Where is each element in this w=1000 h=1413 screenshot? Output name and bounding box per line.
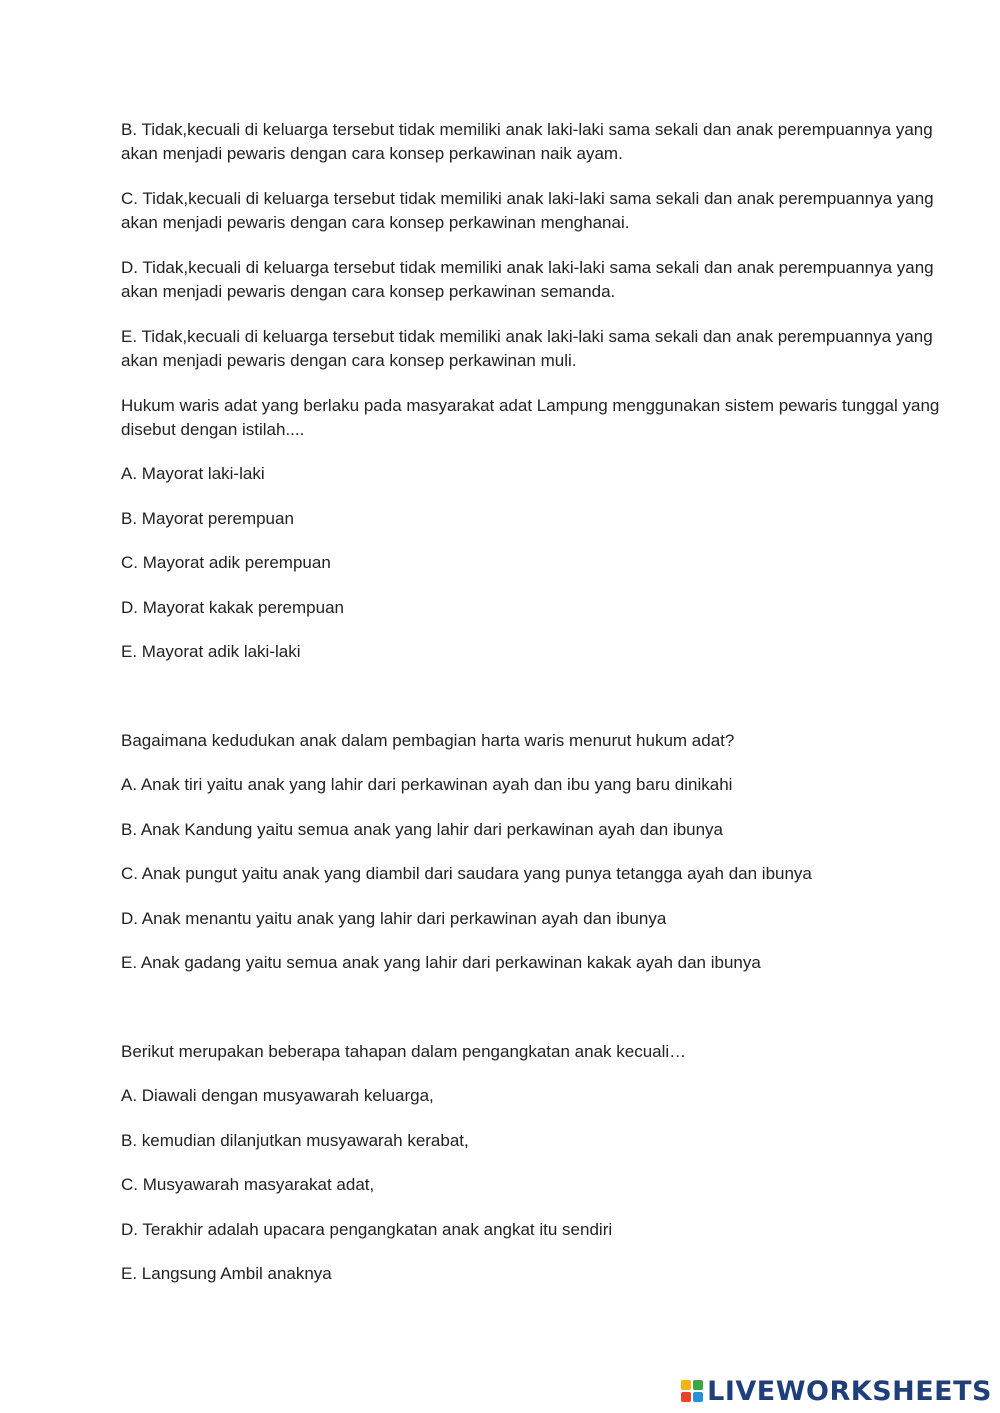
- option-d-previous-question: D. Tidak,kecuali di keluarga tersebut tidak memiliki anak laki-laki sama sekali dan anak perempuannya yang akan menjadi pewaris dengan cara konsep perkawinan semanda.: [121, 258, 934, 301]
- liveworksheets-logo[interactable]: [681, 1375, 992, 1407]
- question-pengangkatan-option-a: A. Diawali dengan musyawarah keluarga,: [121, 1086, 434, 1105]
- logo-square-4: [693, 1392, 703, 1402]
- question-pengangkatan-option-e: E. Langsung Ambil anaknya: [121, 1264, 332, 1283]
- question-kedudukan-option-e: E. Anak gadang yaitu semua anak yang lahir dari perkawinan kakak ayah dan ibunya: [121, 953, 761, 972]
- question-kedudukan-option-c: C. Anak pungut yaitu anak yang diambil dari saudara yang punya tetangga ayah dan ibunya: [121, 864, 812, 883]
- question-kedudukan-option-a: A. Anak tiri yaitu anak yang lahir dari perkawinan ayah dan ibu yang baru dinikahi: [121, 775, 733, 794]
- liveworksheets-brand-text: LIVEWORKSHEETS: [707, 1375, 992, 1407]
- question-pengangkatan-option-c: C. Musyawarah masyarakat adat,: [121, 1175, 375, 1194]
- question-pengangkatan-option-d: D. Terakhir adalah upacara pengangkatan anak angkat itu sendiri: [121, 1219, 613, 1239]
- question-kedudukan-option-b: B. Anak Kandung yaitu semua anak yang lahir dari perkawinan ayah dan ibunya: [121, 819, 724, 839]
- question-lampung-option-b: B. Mayorat perempuan: [121, 508, 294, 528]
- logo-square-2: [693, 1380, 703, 1390]
- option-b-previous-question: B. Tidak,kecuali di keluarga tersebut tidak memiliki anak laki-laki sama sekali dan anak perempuannya yang akan menjadi pewaris dengan cara konsep perkawinan naik ayam.: [121, 120, 933, 163]
- question-lampung-option-a: A. Mayorat laki-laki: [121, 464, 265, 483]
- question-lampung-option-d: D. Mayorat kakak perempuan: [121, 597, 344, 617]
- worksheet-content: [121, 118, 941, 1307]
- logo-square-1: [681, 1380, 691, 1390]
- option-e-previous-question: E. Tidak,kecuali di keluarga tersebut tidak memiliki anak laki-laki sama sekali dan anak perempuannya yang akan menjadi pewaris dengan cara konsep perkawinan muli.: [121, 327, 933, 370]
- option-c-previous-question: C. Tidak,kecuali di keluarga tersebut tidak memiliki anak laki-laki sama sekali dan anak perempuannya yang akan menjadi pewaris dengan cara konsep perkawinan menghanai.: [121, 189, 934, 232]
- section-spacer: [121, 996, 941, 1040]
- question-lampung-option-c: C. Mayorat adik perempuan: [121, 553, 331, 572]
- question-lampung: Hukum waris adat yang berlaku pada masyarakat adat Lampung menggunakan sistem pewaris tunggal yang disebut dengan istilah....: [121, 396, 940, 439]
- question-pengangkatan-option-b: B. kemudian dilanjutkan musyawarah kerabat,: [121, 1130, 469, 1150]
- logo-square-3: [681, 1392, 691, 1402]
- question-kedudukan-anak: Bagaimana kedudukan anak dalam pembagian harta waris menurut hukum adat?: [121, 730, 735, 750]
- question-pengangkatan-anak: Berikut merupakan beberapa tahapan dalam pengangkatan anak kecuali…: [121, 1041, 687, 1061]
- question-kedudukan-option-d: D. Anak menantu yaitu anak yang lahir dari perkawinan ayah dan ibunya: [121, 908, 667, 928]
- liveworksheets-logo-icon: [681, 1380, 703, 1402]
- section-spacer: [121, 685, 941, 729]
- question-lampung-option-e: E. Mayorat adik laki-laki: [121, 642, 301, 661]
